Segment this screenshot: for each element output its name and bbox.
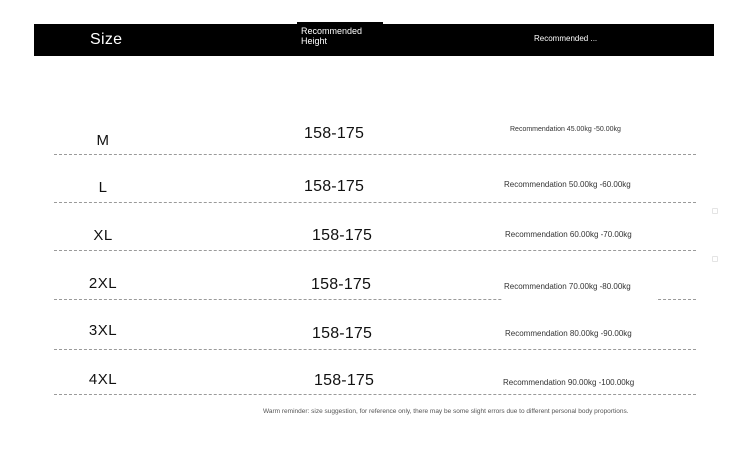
weight-cell: Recommendation 70.00kg -80.00kg bbox=[504, 282, 631, 291]
size-row-l bbox=[54, 166, 696, 214]
height-cell: 158-175 bbox=[312, 325, 373, 342]
size-cell: L bbox=[98, 179, 108, 196]
edge-marker bbox=[712, 208, 718, 214]
size-row-m bbox=[54, 118, 696, 166]
height-cell: 158-175 bbox=[311, 276, 372, 293]
height-column-header bbox=[297, 22, 383, 54]
weight-cell: Recommendation 80.00kg -90.00kg bbox=[505, 329, 632, 338]
size-row-3xl bbox=[54, 312, 696, 360]
size-column-header: Size bbox=[90, 31, 123, 48]
row-divider bbox=[54, 250, 696, 251]
size-cell: 3XL bbox=[88, 322, 118, 339]
size-chart-header bbox=[34, 24, 714, 56]
height-cell: 158-175 bbox=[312, 227, 373, 244]
size-row-2xl bbox=[54, 263, 696, 311]
height-cell: 158-175 bbox=[304, 125, 365, 142]
size-cell: 4XL bbox=[88, 371, 118, 388]
row-divider bbox=[54, 154, 696, 155]
height-cell: 158-175 bbox=[314, 372, 375, 389]
size-row-xl bbox=[54, 215, 696, 263]
weight-cell: Recommendation 90.00kg -100.00kg bbox=[503, 378, 635, 387]
size-disclaimer: Warm reminder: size suggestion, for reference only, there may be some slight errors due to different personal body proportions. bbox=[263, 408, 629, 415]
row-divider bbox=[54, 202, 696, 203]
row-divider bbox=[54, 394, 696, 395]
weight-cell: Recommendation 50.00kg -60.00kg bbox=[504, 180, 631, 189]
size-row-4xl bbox=[54, 360, 696, 408]
weight-cell: Recommendation 45.00kg -50.00kg bbox=[510, 126, 621, 133]
height-cell: 158-175 bbox=[304, 178, 365, 195]
size-cell: 2XL bbox=[88, 275, 118, 292]
size-cell: XL bbox=[93, 227, 113, 244]
size-cell: M bbox=[96, 132, 110, 149]
weight-column-header: Recommended ... bbox=[534, 34, 598, 43]
weight-cell: Recommendation 60.00kg -70.00kg bbox=[505, 230, 632, 239]
edge-marker bbox=[712, 256, 718, 262]
height-column-header-label: Recommended Height bbox=[301, 26, 363, 46]
row-divider bbox=[54, 349, 696, 350]
